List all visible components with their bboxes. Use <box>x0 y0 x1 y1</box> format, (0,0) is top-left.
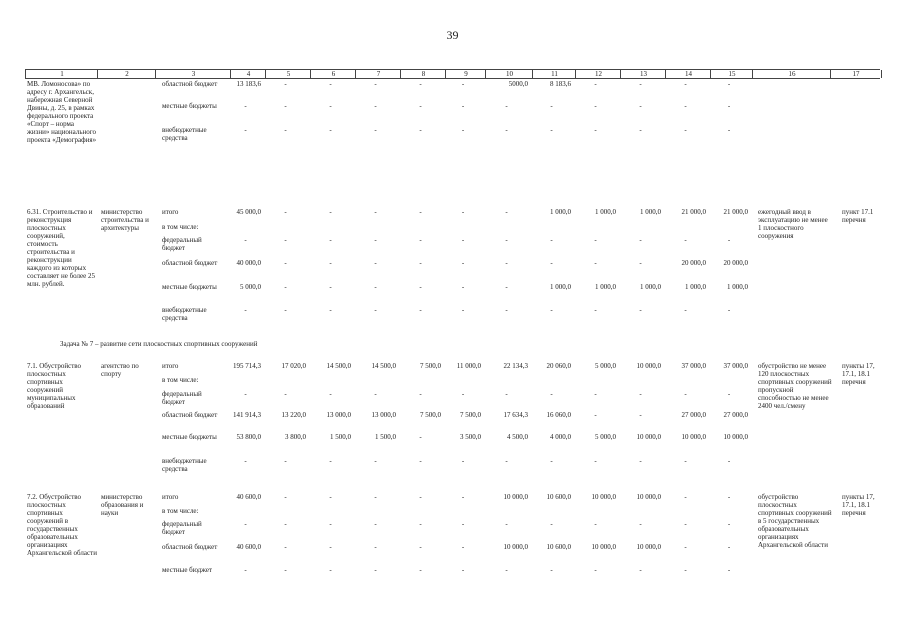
column-header: 15 <box>710 70 753 78</box>
block1-cell: - <box>684 102 687 110</box>
block3-cell: - <box>639 457 642 465</box>
block2-cell: - <box>594 236 597 244</box>
block1-cell: - <box>639 102 642 110</box>
block4-cell: - <box>639 566 642 574</box>
column-header: 9 <box>445 70 486 78</box>
block3-cell: - <box>550 390 553 398</box>
block2-cell: - <box>419 306 422 314</box>
block2-cell: - <box>594 259 597 267</box>
block4-cell: - <box>461 493 465 501</box>
block2-cell: 1 000,0 <box>595 283 616 291</box>
block3-cell: - <box>727 390 731 398</box>
block1-cell: - <box>505 102 508 110</box>
block4-row-label: местные бюджет <box>162 566 213 574</box>
block4-row-label: итого <box>162 493 179 501</box>
block4-cell: - <box>594 566 597 574</box>
block4-cell: - <box>329 493 332 501</box>
block1-cell: - <box>374 126 377 134</box>
block4-cell: - <box>727 493 731 501</box>
block4-cell: - <box>727 566 731 574</box>
block2-cell: 20 000,0 <box>681 259 706 267</box>
block3-cell: 20 060,0 <box>546 362 571 370</box>
block3-col16: обустройство не менее 120 плоскостных спортивных сооружений пропускной способностью не менее 2400 чел./смену <box>758 362 832 410</box>
block2-col17: пункт 17.1 перечня <box>842 208 874 224</box>
block4-cell: 10 000,0 <box>591 543 616 551</box>
block1-cell: - <box>329 126 332 134</box>
block2-cell: - <box>639 306 642 314</box>
block2-col2: министерство строительства и архитектуры <box>101 208 149 232</box>
block4-col1: 7.2. Обустройство плоскостных спортивных сооружений в государственных образовательных организациях Архангельской области <box>27 493 97 557</box>
block2-cell: 21 000,0 <box>681 208 706 216</box>
block3-cell: - <box>461 390 465 398</box>
block1-cell: - <box>594 80 597 88</box>
block4-cell: - <box>374 566 377 574</box>
block1-cell: - <box>505 126 508 134</box>
block4-cell: - <box>684 520 687 528</box>
block2-cell: - <box>550 306 553 314</box>
block3-row-label: областной бюджет <box>162 411 218 419</box>
block2-cell: - <box>374 208 377 216</box>
column-header: 13 <box>620 70 666 78</box>
page-number: 39 <box>446 28 459 42</box>
block4-cell: - <box>329 520 332 528</box>
block2-cell: - <box>329 306 332 314</box>
block3-cell: - <box>684 457 687 465</box>
column-header: 14 <box>665 70 711 78</box>
block2-cell: - <box>284 306 287 314</box>
block4-col17: пункты 17, 17.1, 18.1 перечня <box>842 493 875 517</box>
column-header: 10 <box>485 70 533 78</box>
block4-cell: - <box>727 520 731 528</box>
block3-col2: агентство по спорту <box>101 362 139 378</box>
block1-cell: - <box>684 126 687 134</box>
block2-cell: - <box>639 259 642 267</box>
block1-cell: - <box>419 126 422 134</box>
column-header: 12 <box>575 70 621 78</box>
block4-cell: - <box>505 566 508 574</box>
block3-cell: 27 000,0 <box>723 411 748 419</box>
block3-cell: - <box>419 457 422 465</box>
block2-cell: - <box>550 236 553 244</box>
block4-cell: - <box>419 520 422 528</box>
block2-cell: - <box>419 259 422 267</box>
block1-cell: - <box>550 102 553 110</box>
block3-cell: 4 500,0 <box>507 433 528 441</box>
block1-cell: - <box>461 102 465 110</box>
block3-row-label: местные бюджеты <box>162 433 217 441</box>
column-header-row <box>25 69 880 79</box>
block2-cell: 1 000,0 <box>595 208 616 216</box>
block3-cell: - <box>550 457 553 465</box>
block3-cell: 5 000,0 <box>595 433 616 441</box>
block3-cell: 7 500,0 <box>420 362 441 370</box>
block3-cell: 10 000,0 <box>681 433 706 441</box>
block3-cell: 10 000,0 <box>636 433 661 441</box>
block3-cell: 14 500,0 <box>326 362 351 370</box>
block3-cell: - <box>639 411 642 419</box>
block2-cell: - <box>505 236 508 244</box>
block2-cell: - <box>284 236 287 244</box>
block2-col1: 6.31. Строительство и реконструкция плоскостных сооружений, стоимость строительства и реконструкции каждого из которых составляет не более 25 млн. рублей. <box>27 208 96 288</box>
block2-cell: - <box>505 208 508 216</box>
block2-row-label: областной бюджет <box>162 259 218 267</box>
block3-cell: 37 000,0 <box>723 362 748 370</box>
block4-row-label: в том числе: <box>162 507 199 515</box>
block4-cell: - <box>419 493 422 501</box>
block3-cell: - <box>244 457 247 465</box>
block1-cell: - <box>284 126 287 134</box>
block2-cell: 45 000,0 <box>236 208 261 216</box>
block2-cell: - <box>374 283 377 291</box>
column-header: 8 <box>400 70 446 78</box>
block2-cell: 1 000,0 <box>550 208 571 216</box>
block3-cell: 5 000,0 <box>595 362 616 370</box>
block3-cell: - <box>419 390 422 398</box>
block2-row-label: внебюджетные средства <box>162 306 207 322</box>
block1-cell: - <box>374 80 377 88</box>
block3-cell: - <box>505 457 508 465</box>
block2-cell: - <box>284 208 287 216</box>
block3-cell: - <box>284 457 287 465</box>
block3-cell: - <box>419 433 422 441</box>
block4-cell: 10 600,0 <box>546 493 571 501</box>
block4-cell: - <box>419 566 422 574</box>
block2-cell: 1 000,0 <box>727 283 748 291</box>
block4-cell: - <box>284 520 287 528</box>
block3-cell: - <box>461 457 465 465</box>
block2-cell: 40 000,0 <box>236 259 261 267</box>
block1-cell: 8 183,6 <box>550 80 571 88</box>
block4-cell: 10 000,0 <box>503 543 528 551</box>
block2-cell: - <box>374 306 377 314</box>
block2-cell: - <box>244 236 247 244</box>
block3-cell: - <box>505 390 508 398</box>
block3-row-label: внебюджетные средства <box>162 457 207 473</box>
block1-row-label: внебюджетные средства <box>162 126 207 142</box>
block4-cell: - <box>639 520 642 528</box>
block1-cell: - <box>284 80 287 88</box>
block3-cell: 17 020,0 <box>281 362 306 370</box>
block3-cell: - <box>594 390 597 398</box>
block3-cell: - <box>374 390 377 398</box>
column-header: 3 <box>155 70 231 78</box>
block3-cell: 53 800,0 <box>236 433 261 441</box>
block1-cell: - <box>684 80 687 88</box>
block4-cell: - <box>284 566 287 574</box>
block4-cell: 10 000,0 <box>636 493 661 501</box>
column-header: 4 <box>230 70 266 78</box>
block3-cell: 17 634,3 <box>503 411 528 419</box>
column-header: 2 <box>97 70 156 78</box>
block4-cell: - <box>284 493 287 501</box>
block1-cell: 13 183,6 <box>236 80 261 88</box>
block3-cell: - <box>639 390 642 398</box>
block4-cell: - <box>684 566 687 574</box>
block2-cell: - <box>461 259 465 267</box>
block2-row-label: федеральный бюджет <box>162 236 202 252</box>
block4-cell: - <box>594 520 597 528</box>
block1-cell: - <box>727 126 731 134</box>
block4-cell: - <box>374 493 377 501</box>
block2-cell: - <box>244 306 247 314</box>
block4-cell: - <box>550 566 553 574</box>
block2-row-label: в том числе: <box>162 223 199 231</box>
block3-cell: 11 000,0 <box>456 362 481 370</box>
block3-cell: 3 800,0 <box>285 433 306 441</box>
block2-cell: - <box>639 236 642 244</box>
block3-cell: - <box>374 457 377 465</box>
block2-cell: - <box>461 306 465 314</box>
block2-cell: - <box>329 208 332 216</box>
block1-col1: МВ. Ломоносова» по адресу г. Архангельск, набережная Северной Двины, д. 25, в рамках федерального проекта «Спорт – норма жизни» национального проекта «Демография» <box>27 80 97 144</box>
block1-cell: - <box>374 102 377 110</box>
block4-cell: - <box>419 543 422 551</box>
block3-cell: - <box>244 390 247 398</box>
block3-col1: 7.1. Обустройство плоскостных спортивных сооружений муниципальных образований <box>27 362 82 410</box>
block2-cell: - <box>684 236 687 244</box>
block2-cell: - <box>419 283 422 291</box>
block2-cell: - <box>284 283 287 291</box>
block4-cell: - <box>244 520 247 528</box>
block4-row-label: областной бюджет <box>162 543 218 551</box>
block2-cell: - <box>329 283 332 291</box>
block3-row-label: в том числе: <box>162 376 199 384</box>
block2-cell: - <box>461 208 465 216</box>
block2-cell: - <box>419 208 422 216</box>
block3-row-label: федеральный бюджет <box>162 390 202 406</box>
block4-cell: - <box>329 566 332 574</box>
block2-cell: - <box>374 259 377 267</box>
block2-cell: - <box>727 236 731 244</box>
block1-row-label: местные бюджеты <box>162 102 217 110</box>
block1-cell: - <box>550 126 553 134</box>
block3-cell: 37 000,0 <box>681 362 706 370</box>
block2-cell: - <box>505 259 508 267</box>
block4-cell: - <box>684 493 687 501</box>
block3-cell: 14 500,0 <box>371 362 396 370</box>
block1-cell: - <box>727 80 731 88</box>
block4-col16: обустройство плоскостных спортивных сооружений в 5 государственных образовательных организациях Архангельской области <box>758 493 832 549</box>
block1-cell: - <box>284 102 287 110</box>
block3-cell: - <box>594 457 597 465</box>
block3-row-label: итого <box>162 362 179 370</box>
block1-cell: - <box>639 80 642 88</box>
block3-cell: 1 500,0 <box>375 433 396 441</box>
block3-cell: 22 134,3 <box>503 362 528 370</box>
block4-cell: - <box>284 543 287 551</box>
block4-cell: 10 600,0 <box>546 543 571 551</box>
block4-cell: - <box>727 543 731 551</box>
block4-cell: 10 000,0 <box>636 543 661 551</box>
block2-col16: ежегодный ввод в эксплуатацию не менее 1 плоскостного сооружения <box>758 208 828 240</box>
block4-cell: - <box>461 566 465 574</box>
block2-row-label: местные бюджеты <box>162 283 217 291</box>
block2-cell: - <box>505 283 508 291</box>
block4-cell: - <box>505 520 508 528</box>
block3-cell: - <box>594 411 597 419</box>
block1-cell: - <box>639 126 642 134</box>
column-header: 7 <box>355 70 401 78</box>
column-header: 6 <box>310 70 356 78</box>
block2-cell: 1 000,0 <box>640 208 661 216</box>
block3-cell: 1 500,0 <box>330 433 351 441</box>
block2-cell: - <box>329 236 332 244</box>
block1-cell: - <box>419 80 422 88</box>
block3-cell: 27 000,0 <box>681 411 706 419</box>
block4-cell: 10 000,0 <box>503 493 528 501</box>
block3-cell: - <box>727 457 731 465</box>
column-header: 17 <box>830 70 882 78</box>
block2-cell: - <box>505 306 508 314</box>
block3-cell: 141 914,3 <box>233 411 261 419</box>
block4-cell: 40 600,0 <box>236 493 261 501</box>
block2-cell: - <box>461 283 465 291</box>
block1-cell: - <box>594 102 597 110</box>
block3-cell: 195 714,3 <box>233 362 261 370</box>
block1-cell: - <box>244 126 247 134</box>
block1-cell: - <box>244 102 247 110</box>
block1-cell: - <box>461 80 465 88</box>
block3-cell: 13 000,0 <box>326 411 351 419</box>
block1-row-label: областной бюджет <box>162 80 218 88</box>
block2-cell: - <box>594 306 597 314</box>
block2-cell: 21 000,0 <box>723 208 748 216</box>
block4-cell: - <box>550 520 553 528</box>
block1-cell: - <box>461 126 465 134</box>
block2-cell: - <box>374 236 377 244</box>
block4-cell: 10 000,0 <box>591 493 616 501</box>
block3-cell: 13 220,0 <box>281 411 306 419</box>
block3-col17: пункты 17, 17.1, 18.1 перечня <box>842 362 875 386</box>
column-header: 11 <box>532 70 576 78</box>
block4-cell: - <box>461 543 465 551</box>
block1-cell: - <box>727 102 731 110</box>
block2-cell: 1 000,0 <box>550 283 571 291</box>
block4-col2: министерство образования и науки <box>101 493 144 517</box>
block3-cell: - <box>684 390 687 398</box>
block1-cell: - <box>594 126 597 134</box>
block3-cell: - <box>329 390 332 398</box>
block4-cell: - <box>461 520 465 528</box>
block2-cell: 1 000,0 <box>640 283 661 291</box>
block3-cell: 13 000,0 <box>371 411 396 419</box>
block1-cell: - <box>329 102 332 110</box>
block2-cell: - <box>727 306 731 314</box>
block3-cell: 10 000,0 <box>723 433 748 441</box>
block4-cell: - <box>374 543 377 551</box>
block1-cell: - <box>329 80 332 88</box>
block2-cell: 1 000,0 <box>685 283 706 291</box>
block4-cell: - <box>329 543 332 551</box>
block3-cell: 4 000,0 <box>550 433 571 441</box>
block4-cell: - <box>684 543 687 551</box>
block4-row-label: федеральный бюджет <box>162 520 202 536</box>
column-header: 1 <box>25 70 98 78</box>
block3-cell: 3 500,0 <box>460 433 481 441</box>
block4-cell: 40 600,0 <box>236 543 261 551</box>
task-line: Задача № 7 – развитие сети плоскостных спортивных сооружений <box>60 340 258 348</box>
block4-cell: - <box>244 566 247 574</box>
column-header: 16 <box>752 70 831 78</box>
block2-cell: - <box>461 236 465 244</box>
block2-row-label: итого <box>162 208 179 216</box>
block2-cell: - <box>284 259 287 267</box>
block2-cell: - <box>684 306 687 314</box>
block3-cell: 7 500,0 <box>420 411 441 419</box>
block1-cell: - <box>419 102 422 110</box>
block3-cell: 16 060,0 <box>546 411 571 419</box>
block3-cell: - <box>284 390 287 398</box>
block2-cell: - <box>419 236 422 244</box>
column-header: 5 <box>265 70 311 78</box>
block1-cell: 5000,0 <box>508 80 528 88</box>
block2-cell: 20 000,0 <box>723 259 748 267</box>
block2-cell: - <box>329 259 332 267</box>
block2-cell: - <box>550 259 553 267</box>
block3-cell: 10 000,0 <box>636 362 661 370</box>
block3-cell: - <box>329 457 332 465</box>
block4-cell: - <box>374 520 377 528</box>
block3-cell: 7 500,0 <box>460 411 481 419</box>
block2-cell: 5 000,0 <box>240 283 261 291</box>
